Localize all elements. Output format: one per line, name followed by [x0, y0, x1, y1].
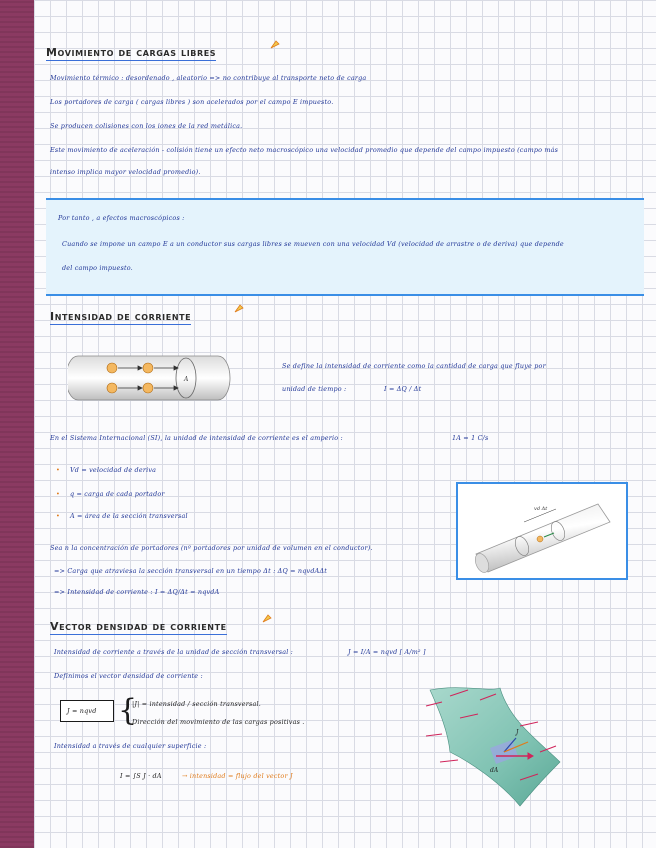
bullet-item: • q = carga de cada portador — [56, 490, 165, 498]
integral-formula: I = ∫S J · dA — [120, 772, 162, 780]
figure-label: dA — [490, 767, 499, 774]
conductor-figure-box — [456, 482, 628, 580]
text-line: Intensidad de corriente a través de la unidad de sección transversal : — [54, 648, 294, 656]
callout-title: Por tanto , a efectos macroscópicos : — [58, 214, 185, 222]
text-line: Intensidad a través de cualquier superficie : — [54, 742, 207, 750]
conductor-figure — [458, 484, 626, 578]
sparkle-icon — [234, 304, 244, 314]
text-line: Se producen colisiones con los iones de la red metálica. — [50, 122, 243, 130]
brace: { — [118, 693, 138, 728]
si-unit-formula: 1A = 1 C/s — [452, 434, 489, 442]
figure-label: vd Δt — [534, 506, 548, 512]
section-title-movimiento: Movimiento de cargas libres — [46, 46, 217, 59]
formula-intensity: I = ΔQ / Δt — [384, 385, 422, 393]
surface-figure — [420, 682, 570, 810]
notebook-spine — [0, 0, 34, 848]
callout-text: del campo impuesto. — [62, 264, 133, 272]
callout-box — [46, 198, 644, 296]
definition-line: unidad de tiempo : — [282, 385, 347, 393]
bullet-item: • A = área de la sección transversal — [56, 512, 188, 520]
si-unit-line: En el Sistema Internacional (SI), la unidad de intensidad de corriente es el amperio : — [50, 434, 343, 442]
svg-text:A: A — [184, 376, 189, 383]
integral-note: → intensidad = flujo del vector J — [182, 772, 293, 780]
section-title-densidad: Vector densidad de corriente — [50, 620, 227, 633]
boxed-formula — [60, 700, 114, 722]
text-line: intenso implica mayor velocidad promedio). — [50, 168, 201, 176]
callout-text: Cuando se impone un campo E a un conductor sus cargas libres se mueven con una velocidad Vd (velocidad de arrastre o de deriva) que depende — [62, 240, 564, 248]
text-line: Definimos el vector densidad de corriente : — [54, 672, 203, 680]
section-title-intensidad: Intensidad de corriente — [50, 310, 192, 323]
boxed-formula-text: J = nqvd — [67, 707, 97, 715]
definition-line: Se define la intensidad de corriente como la cantidad de carga que fluye por — [282, 362, 546, 370]
text-line: Movimiento térmico : desordenado , aleatorio => no contribuye al transporte neto de carga — [50, 74, 367, 82]
sparkle-icon — [262, 614, 272, 624]
charge-line: => Carga que atraviesa la sección transversal en un tiempo Δt : ΔQ = nqvdAΔt — [54, 567, 328, 575]
brace-line: |J| = intensidad / sección transversal. — [132, 700, 261, 708]
wire-diagram — [68, 348, 240, 408]
brace-line: Dirección del movimiento de las cargas positivas . — [132, 718, 305, 726]
figure-label: J — [516, 729, 519, 736]
bullet-item: • Vd = velocidad de deriva — [56, 466, 157, 474]
text-line: Este movimiento de aceleración - colisión tiene un efecto neto macroscópico una velocidad promedio que depende del campo impuesto (campo más — [50, 146, 559, 154]
text-line: Los portadores de carga ( cargas libres ) son acelerados por el campo E impuesto. — [50, 98, 334, 106]
sparkle-icon — [270, 40, 280, 50]
intensity-line: => Intensidad de corriente : I = ΔQ/Δt = nqvdA — [54, 588, 220, 596]
formula-density: J = I/A = nqvd [ A/m² ] — [348, 648, 426, 656]
concentration-line: Sea n la concentración de portadores (nº portadores por unidad de volumen en el conductor). — [50, 544, 373, 552]
